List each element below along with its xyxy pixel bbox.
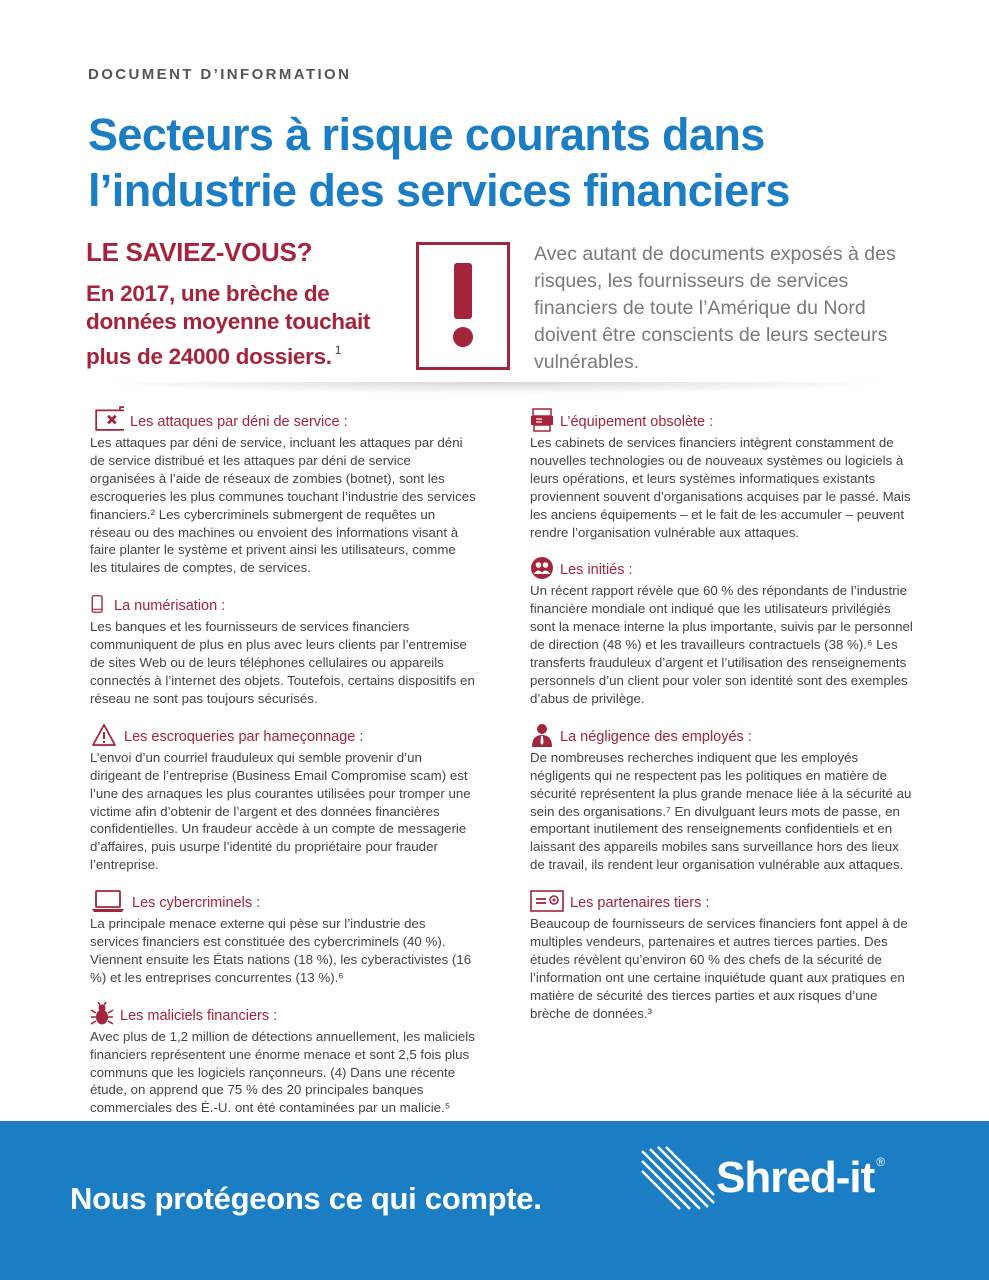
- section-title: L’équipement obsolète :: [560, 414, 714, 430]
- section-insiders: [530, 550, 916, 707]
- footer-banner: [0, 1121, 989, 1280]
- section-divider: [88, 382, 900, 394]
- section-title: Les initiés :: [560, 562, 633, 579]
- did-you-know-heading: LE SAVIEZ-VOUS?: [86, 237, 313, 267]
- employee-icon: [530, 723, 554, 747]
- section-denial-of-service: [90, 402, 476, 577]
- section-title: Les partenaires tiers :: [570, 895, 710, 912]
- section-body: Les attaques par déni de service, incluant les attaques par déni de service distribué et les attaques par déni de service organisées à l’aide de réseaux de zombies (botnet), sont les escroqueries les plus communes touchant l’industrie des services financiers.² Les cybercriminels submergent de requêtes un réseau ou des machines ou envoient des informations visant à faire planter le système et privent ainsi les utilisateurs, comme les titulaires de comptes, de services.: [90, 435, 476, 576]
- section-title: Les attaques par déni de service :: [130, 414, 348, 430]
- smartphone-icon: [90, 592, 108, 616]
- section-body: Les cabinets de services financiers intègrent constamment de nouvelles technologies ou de nouveaux systèmes ou logiciels à leurs opérations, et leurs systèmes informatiques existants proviennent souvent d’organisations acquises par le passé. Mais les anciens équipements – et le fait de les accumuler – peuvent rendre l’organisation vulnérable aux attaques.: [530, 435, 911, 540]
- exclamation-bar: [454, 263, 472, 319]
- section-title: La numérisation :: [114, 598, 226, 615]
- section-body: La principale menace externe qui pèse sur l’industrie des services financiers est constituée des cybercriminels (40 %). Viennent ensuite les États nations (18 %), les cyberactivistes (16 %) et les entreprises concurrentes (13 %).⁶: [90, 916, 472, 985]
- intro-paragraph: Avec autant de documents exposés à des risques, les fournisseurs de services financiers de toute l’Amérique du Nord doivent être conscients de leurs secteurs vulnérables.: [534, 243, 896, 373]
- section-body: Les banques et les fournisseurs de services financiers communiquent de plus en plus avec leurs clients par l’entremise de sites Web ou de leurs téléphones cellulaires ou appareils connectés à l’internet des objets. Toutefois, certains dispositifs en réseau ne sont pas toujours sécurisés.: [90, 619, 475, 706]
- logo-wordmark: Shred-it ®: [716, 1153, 885, 1202]
- document-type-label: DOCUMENT D’INFORMATION: [88, 66, 352, 83]
- section-body: De nombreuses recherches indiquent que les employés négligents qui ne respectent pas les politiques en matière de sécurité représentent la plus grande menace liée à la sécurité au sein des organisations.⁷ En divulguant leurs mots de passe, en emportant inutilement des renseignements confidentiels et en laissant des appareils mobiles sans surveillance hors des lieux de travail, ils rendent leur organisation vulnérable aux attaques.: [530, 749, 912, 873]
- exclamation-icon: [416, 242, 510, 370]
- section-third-parties: [530, 883, 916, 1022]
- error-window-icon: [90, 406, 124, 432]
- insiders-icon: [530, 556, 554, 580]
- section-digitization: [90, 586, 476, 708]
- section-title: Les maliciels financiers :: [120, 1007, 278, 1024]
- laptop-icon: [90, 889, 126, 913]
- shred-it-logo: [640, 1145, 940, 1215]
- stat-line-2: données moyenne touchait: [86, 309, 371, 334]
- section-title: La négligence des employés :: [560, 728, 752, 745]
- email-card-icon: [530, 889, 564, 913]
- registered-mark: ®: [876, 1155, 885, 1169]
- bug-icon: [90, 1002, 114, 1026]
- section-body: Avec plus de 1,2 million de détections annuellement, les maliciels financiers représentent une énorme menace et sont 2,5 fois plus communs que les logiciels rançonneurs. (4) Dans une récente étude, on apprend que 75 % des 20 principales banques commerciales des É.-U. ont été contaminées par un malicie.⁵: [90, 1028, 475, 1116]
- section-obsolete-equipment: [530, 402, 916, 541]
- section-phishing: [90, 717, 476, 874]
- left-column: [90, 402, 476, 1126]
- did-you-know-stat: [86, 280, 416, 371]
- section-employee-negligence: [530, 717, 916, 874]
- stat-line-1: En 2017, une brèche de: [86, 281, 330, 306]
- section-financial-malware: [90, 996, 476, 1118]
- section-title: Les cybercriminels :: [132, 895, 261, 912]
- page-title: [88, 107, 968, 219]
- right-column: [530, 402, 916, 1032]
- exclamation-dot: [453, 327, 473, 347]
- section-title: Les escroqueries par hameçonnage :: [124, 728, 364, 745]
- section-body: Beaucoup de fournisseurs de services financiers font appel à de multiples vendeurs, partenaires et autres tierces parties. Des études révèlent qu’environ 60 % des chefs de la sécurité de l’information ont une certaine inquiétude quant aux pratiques en matière de sécurité des tierces parties et aux risques d’une brèche de données.³: [530, 916, 908, 1021]
- warning-triangle-icon: [90, 723, 118, 747]
- footer-tagline: Nous protégeons ce qui compte.: [70, 1181, 542, 1216]
- title-line-2: l’industrie des services financiers: [88, 165, 790, 216]
- section-body: Un récent rapport révèle que 60 % des répondants de l’industrie financière mondiale ont indiqué que les utilisateurs privilégiés sont la menace interne la plus importante, suivis par le personnel de direction (48 %) et les travailleurs contractuels (38 %).⁶ Les transferts frauduleux d’argent et l’utilisation des renseignements personnels d’un client pour voler son identité sont des exemples d’abus de privilège.: [530, 583, 913, 706]
- footnote-ref: 1: [334, 343, 342, 357]
- section-cybercriminals: [90, 883, 476, 987]
- title-line-1: Secteurs à risque courants dans: [88, 109, 765, 160]
- stat-line-3: plus de 24000 dossiers.: [86, 344, 332, 369]
- section-body: L’envoi d’un courriel frauduleux qui semble provenir d’un dirigeant de l’entreprise (Business Email Compromise scam) est l’une des arnaques les plus courantes utilisées pour tromper une victime afin d’obtenir de l’argent et des données financières confidentielles. Un fraudeur accède à un compte de messagerie d’affaires, puis usurpe l’identité du propriétaire pour frauder l’entreprise.: [90, 749, 471, 873]
- office-equipment-icon: [530, 408, 554, 432]
- shred-lines-icon: [640, 1145, 716, 1215]
